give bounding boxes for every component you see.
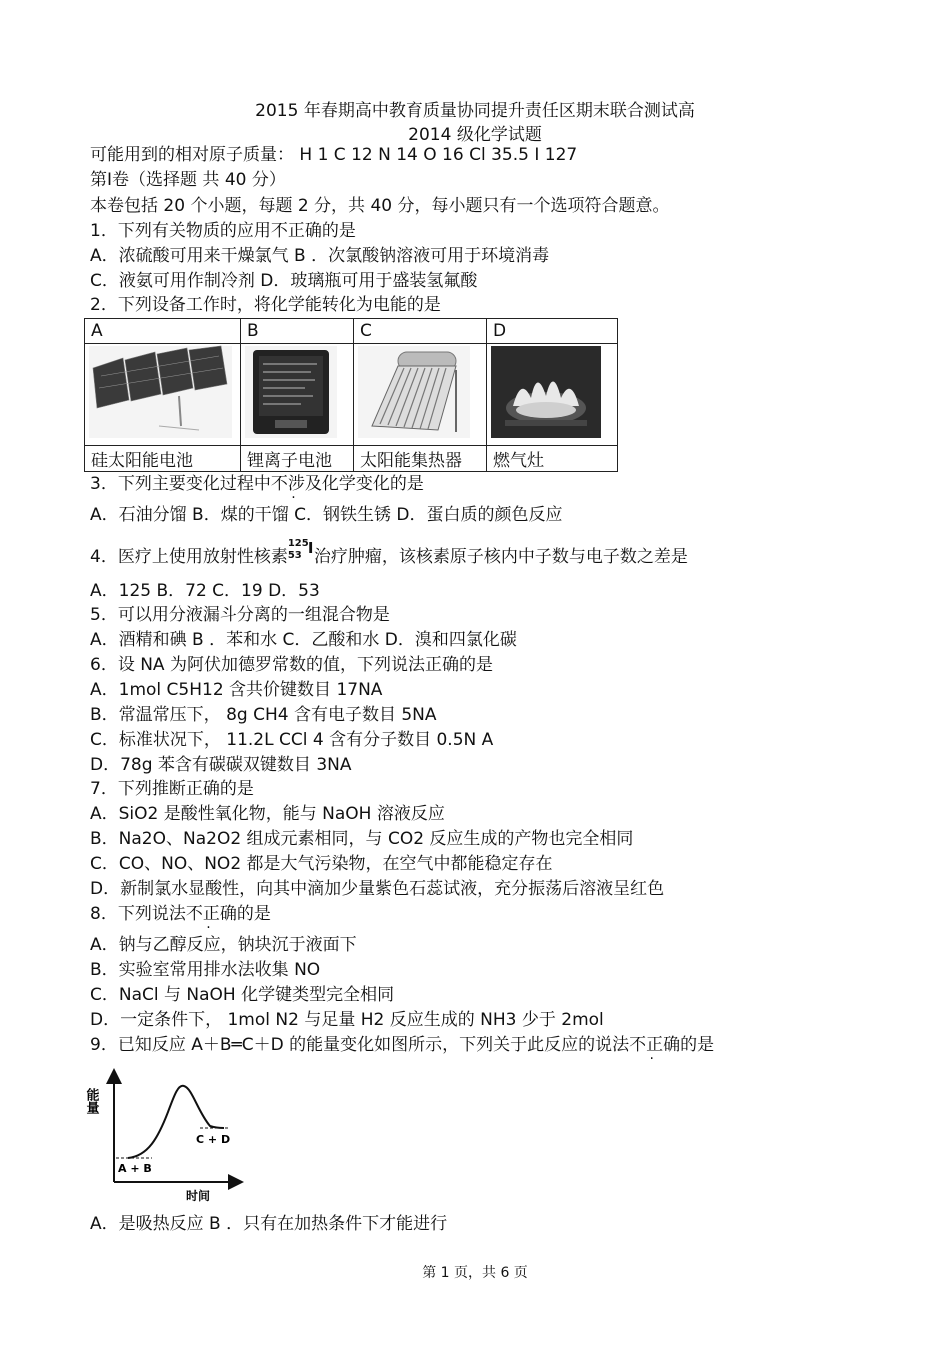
q9-options: A．是吸热反应 B ．只有在加热条件下才能进行 (90, 1214, 448, 1234)
q7-option-c: C．CO、NO、NO2 都是大气污染物，在空气中都能稳定存在 (90, 854, 553, 874)
emphasis-not-involved: 不涉及 (270, 474, 322, 494)
energy-curve (128, 1086, 224, 1158)
energy-diagram (83, 1068, 248, 1204)
exam-title-line1: 2015 年春期高中教育质量协同提升责任区期末联合测试高 (255, 101, 695, 121)
emphasis-incorrect: 不正确 (185, 904, 237, 924)
q2-caption-c: 太阳能集热器 (354, 446, 487, 472)
q4-options: A．125 B．72 C．19 D．53 (90, 581, 320, 601)
q6-option-a: A．1mol C5H12 含共价键数目 17NA (90, 680, 383, 700)
q5-options: A．酒精和碘 B ．苯和水 C．乙酸和水 D．溴和四氯化碳 (90, 630, 517, 650)
emphasis-incorrect-q9: 不正确 (629, 1035, 681, 1055)
q2-col-b: B (241, 319, 354, 344)
gas-stove-image (487, 344, 618, 446)
q3-options: A．石油分馏 B．煤的干馏 C．钢铁生锈 D．蛋白质的颜色反应 (90, 505, 563, 525)
q2-caption-a: 硅太阳能电池 (85, 446, 241, 472)
q7-option-d: D．新制氯水显酸性，向其中滴加少量紫色石蕊试液，充分振荡后溶液呈红色 (90, 879, 665, 899)
solar-water-heater-image (354, 344, 487, 446)
q8-option-a: A．钠与乙醇反应，钠块沉于液面下 (90, 935, 357, 955)
atomic-masses: 可能用到的相对原子质量： H 1 C 12 N 14 O 16 Cl 35.5 I 127 (90, 145, 578, 165)
q6-option-d: D．78g 苯含有碳碳双键数目 3NA (90, 755, 352, 775)
iodine-125-nuclide: 125 53 I (287, 538, 314, 561)
q2-caption-d: 燃气灶 (487, 446, 618, 472)
q2-col-d: D (487, 319, 618, 344)
q2-caption-b: 锂离子电池 (241, 446, 354, 472)
q8-option-c: C．NaCl 与 NaOH 化学键类型完全相同 (90, 985, 395, 1005)
products-label: C + D (196, 1133, 231, 1146)
q7-option-b: B．Na2O、Na2O2 组成元素相同，与 CO2 反应生成的产物也完全相同 (90, 829, 634, 849)
y-axis-label: 能量 (83, 1088, 99, 1114)
exam-title-line2: 2014 级化学试题 (408, 125, 542, 145)
lithium-battery-image (241, 344, 354, 446)
q2-col-a: A (85, 319, 241, 344)
q7-option-a: A．SiO2 是酸性氧化物，能与 NaOH 溶液反应 (90, 804, 445, 824)
q1-stem: 1．下列有关物质的应用不正确的是 (90, 221, 356, 241)
q2-col-c: C (354, 319, 487, 344)
q4-stem: 4．医疗上使用放射性核素 125 53 I 治疗肿瘤，该核素原子核内中子数与电子数之差是 (90, 538, 688, 567)
q1-options-ab: A．浓硫酸可用来干燥氯气 B ．次氯酸钠溶液可用于环境消毒 (90, 246, 550, 266)
q8-option-d: D．一定条件下， 1mol N2 与足量 H2 反应生成的 NH3 少于 2mol (90, 1010, 604, 1030)
q6-stem: 6．设 NA 为阿伏加德罗常数的值，下列说法正确的是 (90, 655, 493, 675)
q2-device-table (84, 318, 618, 472)
q6-option-c: C．标准状况下， 11.2L CCl 4 含有分子数目 0.5N A (90, 730, 494, 750)
reactants-label: A + B (118, 1162, 152, 1175)
q7-stem: 7．下列推断正确的是 (90, 779, 254, 799)
q2-stem: 2．下列设备工作时，将化学能转化为电能的是 (90, 295, 441, 315)
section-note: 本卷包括 20 个小题，每题 2 分，共 40 分，每小题只有一个选项符合题意。 (90, 196, 670, 216)
q9-stem: 9．已知反应 A＋B═C＋D 的能量变化如图所示，下列关于此反应的说法不正确的是 (90, 1035, 715, 1055)
x-axis-label: 时间 (186, 1189, 211, 1203)
page-footer: 第 1 页，共 6 页 (422, 1265, 528, 1281)
solar-panel-image (85, 344, 241, 446)
q6-option-b: B．常温常压下， 8g CH4 含有电子数目 5NA (90, 705, 437, 725)
q3-stem: 3．下列主要变化过程中不涉及化学变化的是 (90, 474, 424, 494)
q8-stem: 8．下列说法不正确的是 (90, 904, 271, 924)
q1-options-cd: C．液氨可用作制冷剂 D．玻璃瓶可用于盛装氢氟酸 (90, 271, 478, 291)
section-title: 第Ⅰ卷（选择题 共 40 分） (90, 170, 286, 190)
q5-stem: 5．可以用分液漏斗分离的一组混合物是 (90, 605, 390, 625)
q8-option-b: B．实验室常用排水法收集 NO (90, 960, 321, 980)
